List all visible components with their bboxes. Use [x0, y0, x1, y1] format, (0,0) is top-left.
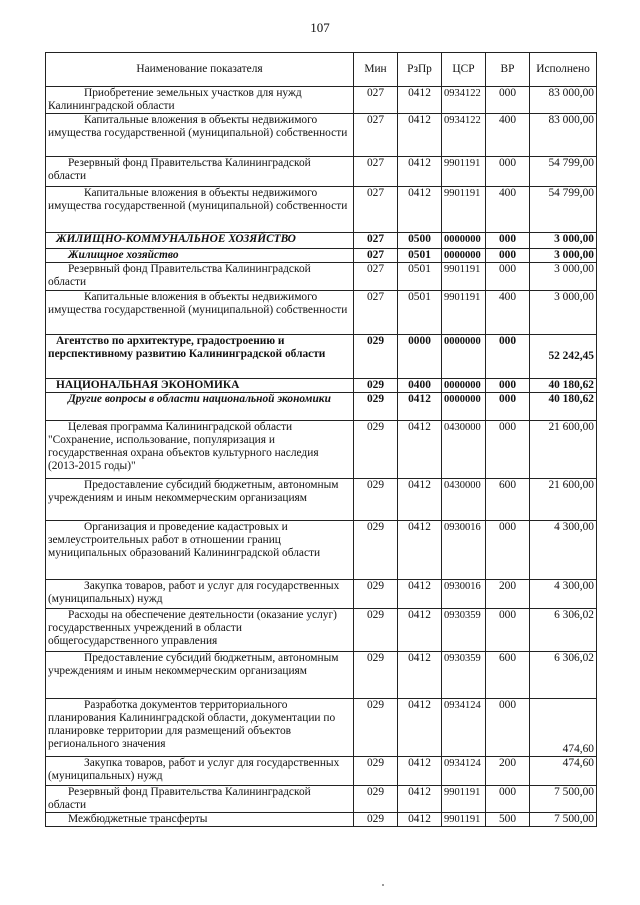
row-csr: 0000000 — [442, 379, 486, 393]
row-min: 027 — [354, 233, 398, 249]
table-row — [46, 157, 597, 187]
row-csr: 0930016 — [442, 521, 486, 580]
table-row — [46, 87, 597, 114]
row-name: Закупка товаров, работ и услуг для государственных (муниципальных) нужд — [46, 757, 354, 786]
row-vr: 600 — [486, 652, 530, 699]
row-csr: 0430000 — [442, 421, 486, 479]
row-vr: 600 — [486, 479, 530, 521]
table-row — [46, 609, 597, 652]
row-min: 027 — [354, 157, 398, 187]
table-row — [46, 521, 597, 580]
row-csr: 0930359 — [442, 652, 486, 699]
row-vr: 200 — [486, 580, 530, 609]
row-vr: 500 — [486, 813, 530, 827]
row-min: 027 — [354, 187, 398, 233]
row-min: 027 — [354, 291, 398, 335]
row-amount: 3 000,00 — [530, 291, 597, 335]
row-rzpr: 0412 — [398, 393, 442, 421]
row-amount: 52 242,45 — [530, 335, 597, 379]
row-amount: 474,60 — [530, 757, 597, 786]
header-name: Наименование показателя — [46, 53, 354, 87]
row-vr: 000 — [486, 263, 530, 291]
row-csr: 9901191 — [442, 813, 486, 827]
row-name: Целевая программа Калининградской области "Сохранение, использование, популяризация и государственная охрана объектов культурного наследия (2013-2015 годы)" — [46, 421, 354, 479]
row-vr: 000 — [486, 335, 530, 379]
row-min: 029 — [354, 609, 398, 652]
row-name: Предоставление субсидий бюджетным, автономным учреждениям и иным некоммерческим организациям — [46, 652, 354, 699]
table-row — [46, 786, 597, 813]
row-rzpr: 0000 — [398, 335, 442, 379]
table-row — [46, 652, 597, 699]
row-csr: 9901191 — [442, 291, 486, 335]
table-row — [46, 699, 597, 757]
row-amount: 7 500,00 — [530, 786, 597, 813]
row-amount: 83 000,00 — [530, 87, 597, 114]
row-min: 027 — [354, 263, 398, 291]
row-vr: 000 — [486, 421, 530, 479]
row-min: 029 — [354, 813, 398, 827]
row-rzpr: 0400 — [398, 379, 442, 393]
row-amount: 54 799,00 — [530, 157, 597, 187]
row-min: 027 — [354, 249, 398, 263]
row-csr: 9901191 — [442, 187, 486, 233]
table-row — [46, 114, 597, 157]
row-rzpr: 0412 — [398, 609, 442, 652]
row-rzpr: 0412 — [398, 580, 442, 609]
row-name: Резервный фонд Правительства Калининградской области — [46, 263, 354, 291]
row-min: 029 — [354, 757, 398, 786]
table-header-row — [46, 53, 597, 87]
row-csr: 0430000 — [442, 479, 486, 521]
row-csr: 0000000 — [442, 249, 486, 263]
row-name: Капитальные вложения в объекты недвижимого имущества государственной (муниципальной) собственности — [46, 187, 354, 233]
row-vr: 000 — [486, 233, 530, 249]
table-row — [46, 479, 597, 521]
row-name: Предоставление субсидий бюджетным, автономным учреждениям и иным некоммерческим организациям — [46, 479, 354, 521]
budget-table — [45, 52, 597, 827]
row-min: 029 — [354, 421, 398, 479]
row-rzpr: 0412 — [398, 114, 442, 157]
row-csr: 0000000 — [442, 393, 486, 421]
row-csr: 0930359 — [442, 609, 486, 652]
row-name: Организация и проведение кадастровых и землеустроительных работ в отношении границ муниципальных образований Калининградской области — [46, 521, 354, 580]
row-name: Жилищное хозяйство — [46, 249, 354, 263]
row-amount: 3 000,00 — [530, 263, 597, 291]
row-rzpr: 0412 — [398, 699, 442, 757]
row-csr: 0934122 — [442, 87, 486, 114]
row-name: Другие вопросы в области национальной экономики — [46, 393, 354, 421]
row-csr: 9901191 — [442, 157, 486, 187]
scan-speck — [382, 884, 384, 886]
table-row — [46, 249, 597, 263]
table-row — [46, 379, 597, 393]
row-csr: 0000000 — [442, 233, 486, 249]
table-row — [46, 233, 597, 249]
row-name: ЖИЛИЩНО-КОММУНАЛЬНОЕ ХОЗЯЙСТВО — [46, 233, 354, 249]
row-rzpr: 0412 — [398, 652, 442, 699]
row-amount: 6 306,02 — [530, 652, 597, 699]
row-vr: 000 — [486, 521, 530, 580]
row-amount: 21 600,00 — [530, 479, 597, 521]
row-rzpr: 0412 — [398, 187, 442, 233]
table-row — [46, 421, 597, 479]
row-min: 029 — [354, 479, 398, 521]
row-min: 029 — [354, 786, 398, 813]
row-rzpr: 0412 — [398, 157, 442, 187]
row-rzpr: 0412 — [398, 521, 442, 580]
row-rzpr: 0412 — [398, 813, 442, 827]
row-vr: 000 — [486, 393, 530, 421]
page-number: 107 — [310, 20, 330, 35]
row-min: 029 — [354, 580, 398, 609]
row-rzpr: 0412 — [398, 87, 442, 114]
row-name: Резервный фонд Правительства Калининградской области — [46, 157, 354, 187]
row-name: Капитальные вложения в объекты недвижимого имущества государственной (муниципальной) собственности — [46, 114, 354, 157]
row-amount: 83 000,00 — [530, 114, 597, 157]
header-min: Мин — [354, 53, 398, 87]
row-vr: 000 — [486, 157, 530, 187]
header-rzpr: РзПр — [398, 53, 442, 87]
row-name: НАЦИОНАЛЬНАЯ ЭКОНОМИКА — [46, 379, 354, 393]
table-row — [46, 187, 597, 233]
row-min: 029 — [354, 652, 398, 699]
row-csr: 9901191 — [442, 786, 486, 813]
row-amount: 3 000,00 — [530, 249, 597, 263]
row-rzpr: 0500 — [398, 233, 442, 249]
row-name: Приобретение земельных участков для нужд Калининградской области — [46, 87, 354, 114]
row-name: Расходы на обеспечение деятельности (оказание услуг) государственных учреждений в области общегосударственного управления — [46, 609, 354, 652]
row-vr: 000 — [486, 87, 530, 114]
table-row — [46, 580, 597, 609]
row-name: Разработка документов территориального планирования Калининградской области, документации по планировке территории для размещений объектов регионального значения — [46, 699, 354, 757]
row-csr: 0930016 — [442, 580, 486, 609]
row-csr: 9901191 — [442, 263, 486, 291]
row-rzpr: 0412 — [398, 421, 442, 479]
row-rzpr: 0501 — [398, 249, 442, 263]
table-row — [46, 757, 597, 786]
row-vr: 400 — [486, 291, 530, 335]
row-name: Агентство по архитектуре, градостроению и перспективному развитию Калининградской области — [46, 335, 354, 379]
row-vr: 000 — [486, 249, 530, 263]
row-amount: 40 180,62 — [530, 393, 597, 421]
row-csr: 0934124 — [442, 699, 486, 757]
row-name: Капитальные вложения в объекты недвижимого имущества государственной (муниципальной) собственности — [46, 291, 354, 335]
row-min: 029 — [354, 699, 398, 757]
row-name: Межбюджетные трансферты — [46, 813, 354, 827]
row-amount: 21 600,00 — [530, 421, 597, 479]
table-row — [46, 291, 597, 335]
row-name: Закупка товаров, работ и услуг для государственных (муниципальных) нужд — [46, 580, 354, 609]
row-name: Резервный фонд Правительства Калининградской области — [46, 786, 354, 813]
row-min: 029 — [354, 335, 398, 379]
table-row — [46, 813, 597, 827]
row-vr: 000 — [486, 609, 530, 652]
row-amount: 474,60 — [530, 699, 597, 757]
row-min: 027 — [354, 114, 398, 157]
row-amount: 4 300,00 — [530, 521, 597, 580]
row-rzpr: 0412 — [398, 757, 442, 786]
row-amount: 6 306,02 — [530, 609, 597, 652]
table-row — [46, 263, 597, 291]
row-amount: 4 300,00 — [530, 580, 597, 609]
row-csr: 0000000 — [442, 335, 486, 379]
row-rzpr: 0412 — [398, 786, 442, 813]
row-min: 029 — [354, 379, 398, 393]
row-min: 029 — [354, 393, 398, 421]
table-row — [46, 335, 597, 379]
row-rzpr: 0412 — [398, 479, 442, 521]
row-vr: 400 — [486, 187, 530, 233]
row-min: 029 — [354, 521, 398, 580]
row-vr: 000 — [486, 699, 530, 757]
table-row — [46, 393, 597, 421]
row-vr: 200 — [486, 757, 530, 786]
row-amount: 54 799,00 — [530, 187, 597, 233]
row-amount: 3 000,00 — [530, 233, 597, 249]
row-vr: 000 — [486, 379, 530, 393]
row-rzpr: 0501 — [398, 263, 442, 291]
row-min: 027 — [354, 87, 398, 114]
row-rzpr: 0501 — [398, 291, 442, 335]
row-amount: 40 180,62 — [530, 379, 597, 393]
row-csr: 0934122 — [442, 114, 486, 157]
row-vr: 400 — [486, 114, 530, 157]
header-csr: ЦСР — [442, 53, 486, 87]
header-vr: ВР — [486, 53, 530, 87]
row-amount: 7 500,00 — [530, 813, 597, 827]
row-vr: 000 — [486, 786, 530, 813]
header-amount: Исполнено — [530, 53, 597, 87]
row-csr: 0934124 — [442, 757, 486, 786]
